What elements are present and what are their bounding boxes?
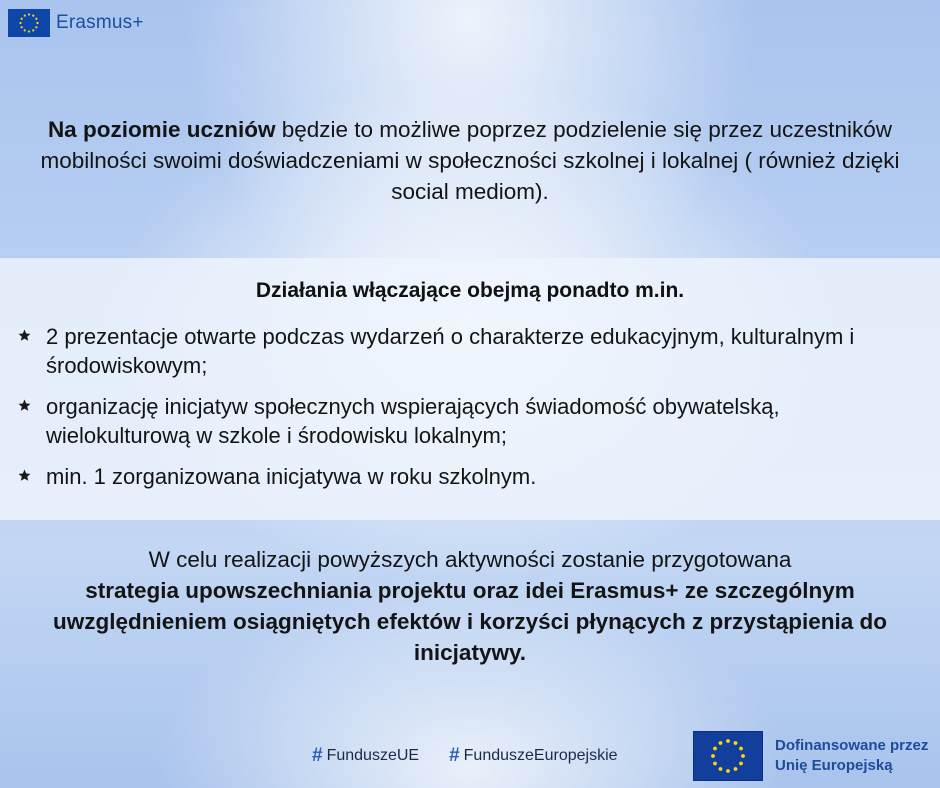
list-item-text: organizację inicjatyw społecznych wspierających świadomość obywatelską, wielokulturową w szkole i środowisku lokalnym;: [46, 394, 780, 448]
eu-flag-icon: [693, 731, 763, 781]
eu-stars-icon: [19, 13, 39, 33]
activities-title: Działania włączające obejmą ponadto m.in.: [255, 279, 685, 302]
list-item: [18, 462, 918, 491]
intro-text: będzie to możliwe poprzez podzielenie się przez uczestników mobilności swoimi doświadczeniami w społeczności szkolnej i lokalnej ( również dzięki social mediom).: [40, 117, 900, 204]
outro-text: W celu realizacji powyższych aktywności zostanie przygotowana: [148, 547, 792, 572]
hashtags: [312, 745, 618, 767]
star-icon: [18, 399, 31, 412]
outro-bold: strategia upowszechniania projektu oraz idei Erasmus+ ze szczególnym uwzględnieniem osiągniętych efektów i korzyści płynących z przystąpienia do inicjatywy.: [53, 578, 887, 665]
outro-paragraph: [40, 544, 900, 668]
list-item-text: 2 prezentacje otwarte podczas wydarzeń o charakterze edukacyjnym, kulturalnym i środowiskowym;: [46, 324, 855, 378]
eu-stars-icon: [694, 732, 762, 780]
eu-cofunding-text: [775, 736, 928, 776]
star-icon: [18, 329, 31, 342]
hashtag-icon: #: [449, 745, 460, 766]
star-icon: [18, 469, 31, 482]
list-item: [18, 392, 918, 450]
eu-line2: Unię Europejską: [775, 757, 893, 774]
brand-name: Erasmus+: [56, 12, 144, 33]
eu-line1: Dofinansowane przez: [775, 737, 929, 754]
list-item-text: min. 1 zorganizowana inicjatywa w roku szkolnym.: [46, 464, 537, 489]
activities-list: [18, 322, 918, 503]
intro-bold: Na poziomie uczniów: [47, 117, 276, 142]
hashtag-icon: #: [312, 745, 323, 766]
hashtag-funduszeeuropejskie: [449, 745, 617, 767]
intro-paragraph: [40, 114, 900, 207]
list-item: [18, 322, 918, 380]
hashtag-text: FunduszeEuropejskie: [463, 747, 618, 764]
hashtag-funduszeue: [312, 745, 419, 767]
erasmus-logo: [8, 9, 144, 37]
hashtag-text: FunduszeUE: [326, 747, 420, 764]
eu-flag-icon: [8, 9, 50, 37]
eu-cofunding-logo: [693, 731, 928, 781]
